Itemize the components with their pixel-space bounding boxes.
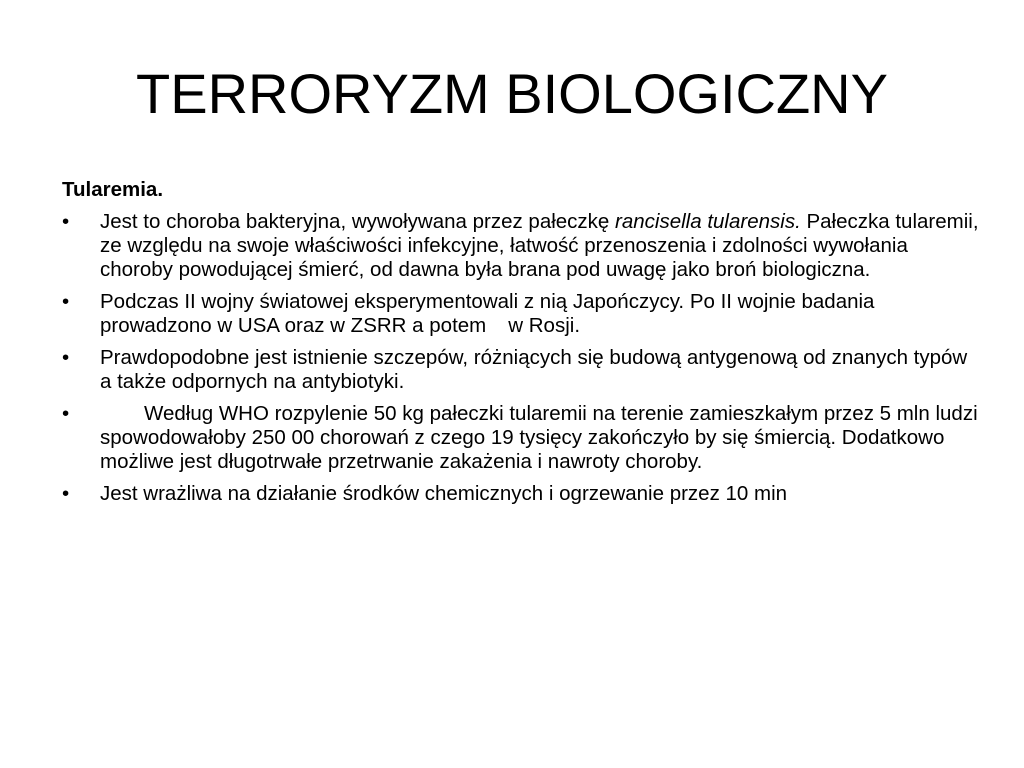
bullet-text: Podczas II wojny światowej eksperymentowali z nią Japończycy. Po II wojnie badania prowadzono w USA oraz w ZSRR a potem bbox=[100, 290, 875, 337]
bullet-text: Według WHO rozpylenie 50 kg pałeczki tularemii na terenie zamieszkałym przez 5 mln ludzi spowodowałoby 250 00 chorowań z czego 19 tysięcy zakończyło by się śmiercią. Dodatkowo możliwe jest długotrwałe przetrwanie zakażenia i nawroty choroby. bbox=[100, 402, 978, 473]
bullet-glyph: • bbox=[62, 402, 70, 425]
bullet-glyph: • bbox=[62, 346, 70, 369]
bullet-glyph: • bbox=[62, 290, 70, 313]
bullet-glyph: • bbox=[62, 210, 70, 233]
bullet-text: Jest wrażliwa na działanie środków chemicznych i ogrzewanie przez 10 min bbox=[100, 482, 788, 505]
bullet-text: Jest to choroba bakteryjna, wywoływana przez pałeczkę bbox=[100, 210, 616, 233]
list-item bbox=[62, 482, 982, 506]
list-item bbox=[62, 402, 982, 474]
subheading: Tularemia. bbox=[62, 178, 164, 201]
list-item bbox=[62, 346, 982, 394]
bullet-text: Prawdopodobne jest istnienie szczepów, różniących się budową antygenową od znanych typów a także odpornych na antybiotyki. bbox=[100, 346, 968, 393]
list-item bbox=[62, 210, 982, 282]
bullet-glyph: • bbox=[62, 482, 70, 505]
slide-content bbox=[62, 178, 982, 514]
bullet-italic-text: rancisella tularensis. bbox=[615, 210, 801, 233]
bullet-text: w Rosji. bbox=[508, 314, 581, 337]
list-item bbox=[62, 290, 982, 338]
bullet-list bbox=[62, 210, 982, 506]
slide-title: TERRORYZM BIOLOGICZNY bbox=[136, 62, 888, 125]
bullet-text: Pałeczka tularemii, ze względu na swoje właściwości infekcyjne, łatwość przenoszenia i zdolności wywołania choroby powodującej śmierć, od dawna była brana pod uwagę jako broń biologiczna. bbox=[100, 210, 979, 281]
